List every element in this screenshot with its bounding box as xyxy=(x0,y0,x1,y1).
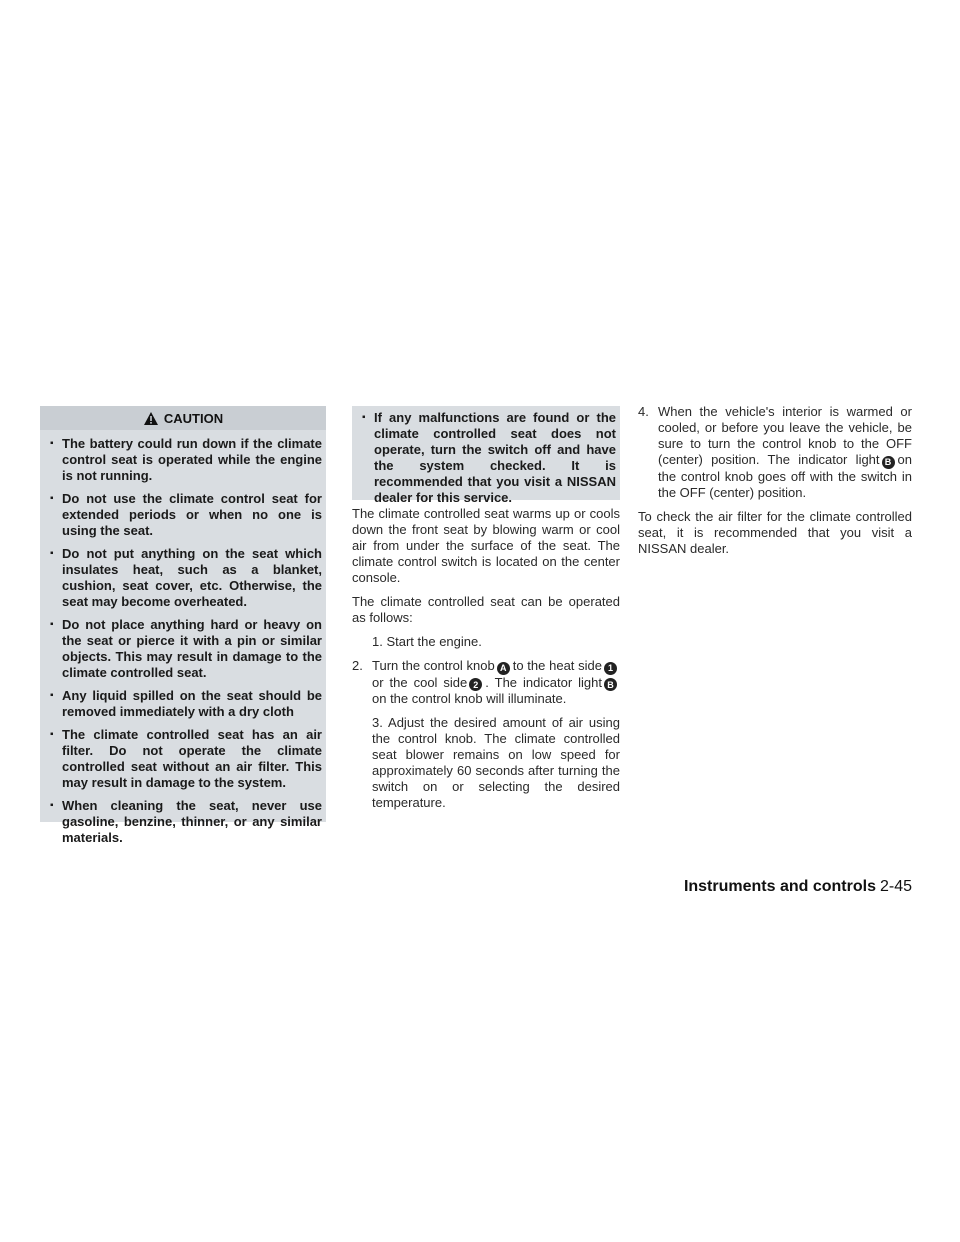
column-middle xyxy=(352,506,620,819)
caution-item: ▪ Any liquid spilled on the seat should be removed immediately with a dry cloth xyxy=(50,688,322,720)
filter-note: To check the air filter for the climate controlled seat, it is recommended that you visit a NISSAN dealer. xyxy=(638,508,912,556)
callout-a-icon: A xyxy=(497,662,510,675)
page-footer xyxy=(684,878,912,896)
caution-box xyxy=(40,406,326,845)
warning-triangle-icon xyxy=(143,411,159,426)
step-4: 4. When the vehicle's interior is warmed or cooled, or before you leave the vehicle, be sure to turn the control knob to the OFF (center) position. The indicator light B on the control knob goes off with the switch in the OFF (center) position. xyxy=(638,404,912,500)
caution-item: ▪ Do not put anything on the seat which insulates heat, such as a blanket, cushion, seat cover, etc. Otherwise, the seat may become overheated. xyxy=(50,546,322,610)
caution-item: ▪ The climate controlled seat has an air filter. Do not operate the climate controlled seat without an air filter. This may result in damage to the system. xyxy=(50,727,322,791)
step-3: 3. Adjust the desired amount of air using the control knob. The climate controlled seat blower remains on low speed for approximately 60 seconds after turning the switch on or selecting the desired temperature. xyxy=(372,715,620,810)
caution-title: CAUTION xyxy=(163,410,224,426)
caution-box-continued xyxy=(352,406,620,505)
caution-item: ▪ If any malfunctions are found or the climate controlled seat does not operate, turn the switch off and have the system checked. It is recommended that you visit a NISSAN dealer for this service. xyxy=(362,410,616,506)
step-number: 2. xyxy=(352,658,363,673)
caution-item: ▪ The battery could run down if the climate control seat is operated while the engine is not running. xyxy=(50,436,322,484)
step-2: 2. Turn the control knob A to the heat side 1or the cool side 2 . The indicator light Bon the control knob will illuminate. xyxy=(352,658,620,707)
caution-item: ▪ Do not use the climate control seat for extended periods or when no one is using the seat. xyxy=(50,491,322,539)
caution-item: ▪ When cleaning the seat, never use gasoline, benzine, thinner, or any similar materials. xyxy=(50,798,322,846)
caution-header xyxy=(40,406,326,430)
caution-list xyxy=(40,430,326,846)
callout-2-icon: 2 xyxy=(469,678,482,691)
operate-intro: The climate controlled seat can be operated as follows: xyxy=(352,594,620,625)
steps-list xyxy=(352,634,620,811)
callout-b-icon: B xyxy=(882,456,895,469)
callout-1-icon: 1 xyxy=(604,662,617,675)
section-title: Instruments and controls xyxy=(683,878,876,895)
step-number: 4. xyxy=(638,404,649,419)
caution-list-continued xyxy=(352,406,620,506)
page-number: 2-45 xyxy=(879,878,912,895)
steps-list-continued xyxy=(638,404,912,501)
callout-b-icon: B xyxy=(604,678,617,691)
caution-item: ▪ Do not place anything hard or heavy on the seat or pierce it with a pin or similar objects. This may result in damage to the climate controlled seat. xyxy=(50,617,322,681)
step-1: 1. Start the engine. xyxy=(372,634,482,649)
intro-paragraph: The climate controlled seat warms up or cools down the front seat by blowing warm or cool air from under the surface of the seat. The climate control switch is located on the center console. xyxy=(352,506,620,585)
column-right xyxy=(638,404,912,565)
